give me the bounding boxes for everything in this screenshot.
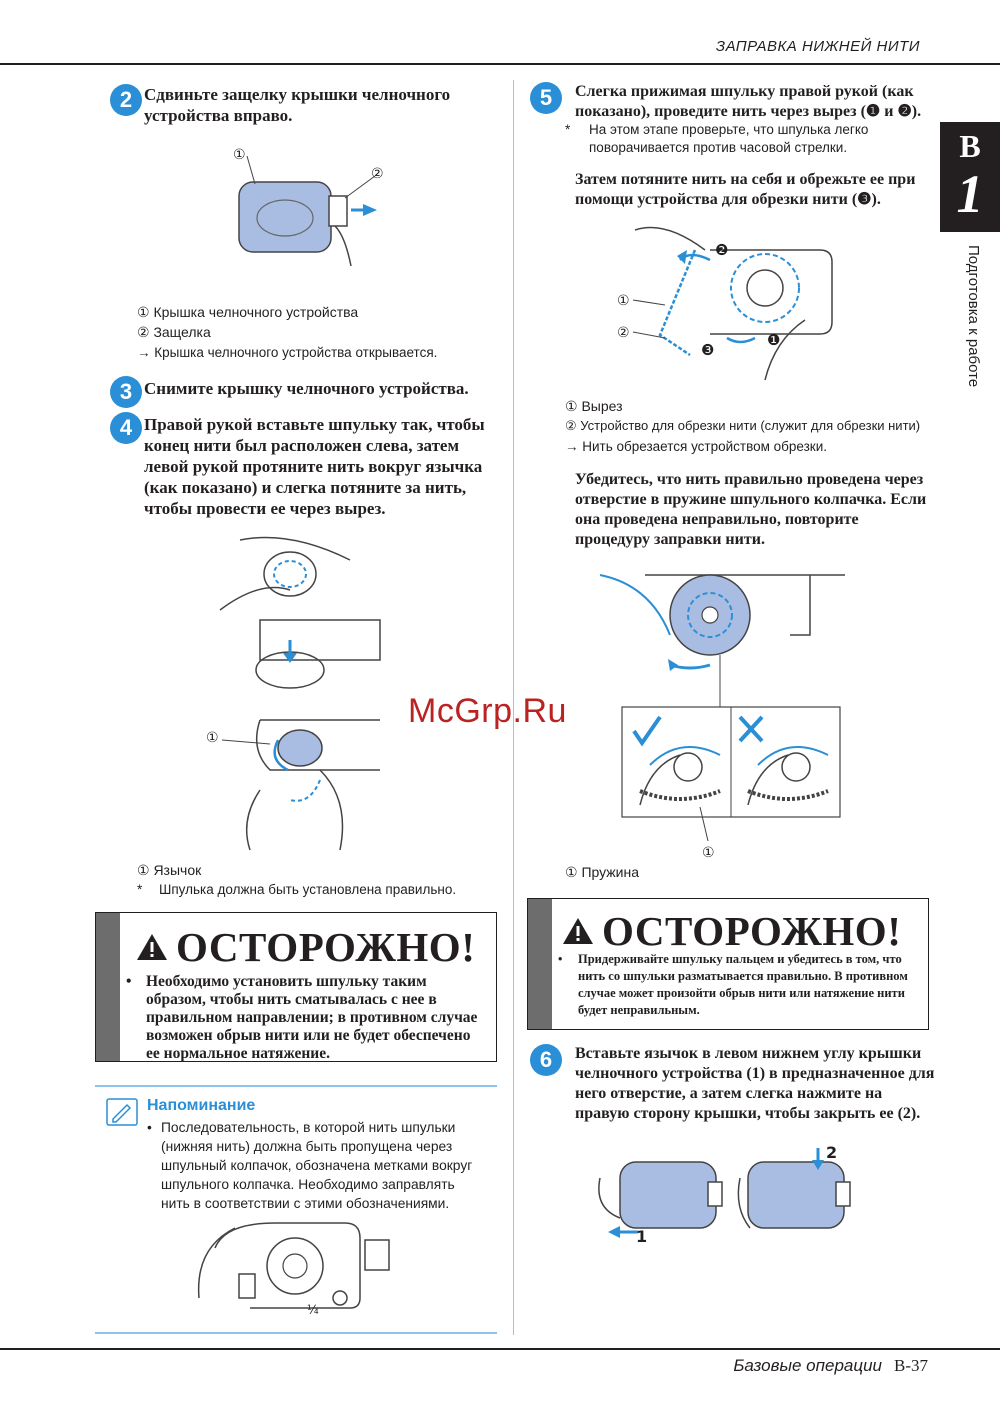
fig1-result: → Крышка челночного устройства открывается. [137,345,438,360]
footer-section: Базовые операции [733,1356,882,1375]
warning-box-1 [95,912,497,1062]
fig1-callout-2: ② [371,166,384,182]
step-2-text: Сдвиньте защелку крышки челночного устройства вправо. [144,85,451,125]
step-4-text: Правой рукой вставьте шпульку так, чтобы конец нити был расположен слева, затем левой рукой протяните нить вокруг язычка (как показано) и слегка потяните за нить, чтобы провести ее через вырез. [144,415,485,518]
step-5-cut-text: Затем потяните нить на себя и обрежьте ее при помощи устройства для обрезки нити (❸). [575,171,916,208]
fig1-legend-2: ② Защелка [137,324,211,340]
warning-text-1: Необходимо установить шпульку таким образом, чтобы нить сматывалась с нее в правильном направлении; в противном случае возможен обрыв нити или не будет обеспечено ее нормальное натяжение. [146,973,478,1062]
latch-shape [329,196,347,226]
memo-pencil-icon [106,1098,138,1126]
header-rule [0,63,1000,65]
fig2-note: * Шпулька должна быть установлена правильно. [137,882,457,897]
fig2-legend: ① Язычок [137,862,202,878]
bobbin-insertion-illustration [200,530,400,860]
warning-title-1: ОСТОРОЖНО! [176,924,476,970]
step-5-text: Слегка прижимая шпульку правой рукой (как показано), проведите нить через вырез (❶ и ❷). [575,83,922,120]
step-3-badge: 3 [110,376,142,408]
page-footer [733,1356,928,1376]
fig1-legend-1: ① Крышка челночного устройства [137,304,359,320]
cover-closing-illustration [590,1138,870,1248]
warning-header-2 [562,907,901,955]
memo-figure-mark: ¼ [307,1303,319,1317]
chapter-number: 1 [956,164,984,224]
shuttle-cover-shape [239,182,331,252]
fig3-legend-2: ② Устройство для обрезки нити (служит для обрезки нити) [565,418,921,433]
warning-bar-2 [528,899,552,1029]
running-header: ЗАПРАВКА НИЖНЕЙ НИТИ [715,38,920,55]
section-side-label: Подготовка к работе [965,245,982,388]
memo-top-rule [95,1085,497,1087]
bobbin-case-markings-illustration [185,1218,415,1323]
spring-check-illustration [590,555,850,860]
fig3-callout-2: ② [617,325,630,341]
step-2-badge: 2 [110,84,142,116]
shuttle-cover-latch-illustration [225,140,395,270]
warning-header-1 [136,923,475,971]
step-3-text: Снимите крышку челночного устройства. [144,379,469,398]
step-5-note: На этом этапе проверьте, что шпулька легко поворачивается против часовой стрелки. [589,122,869,155]
chapter-letter: B [959,128,981,164]
fig3-legend-1: ① Вырез [565,398,623,414]
thread-cutting-illustration [615,220,845,395]
warning-triangle-icon [562,916,594,946]
warning-text-2: Придерживайте шпульку пальцем и убедитесь в том, что нить со шпульки разматывается правильно. В противном случае может произойти обрыв нити или натяжение нити будет неправильным. [578,952,908,1017]
page-number: B-37 [894,1356,928,1375]
step-5-badge: 5 [530,82,562,114]
step-6-text: Вставьте язычок в левом нижнем углу крышки челночного устройства (1) в предназначенное для него отверстие, а затем слегка нажмите на правую сторону крышки, чтобы закрыть ее (2). [575,1045,935,1122]
watermark-text: McGrp.Ru [408,692,567,730]
memo-bottom-rule [95,1332,497,1334]
warning-box-2 [527,898,929,1030]
memo-title: Напоминание [147,1097,256,1114]
step-4-badge: 4 [110,412,142,444]
footer-rule [0,1348,1000,1350]
chapter-tab [940,122,1000,232]
fig3-mark-3: ❸ [701,341,715,359]
fig3-callout-1: ① [617,293,630,309]
memo-text: Последовательность, в которой нить шпульки (нижняя нить) должна быть пропущена через шпульный колпачок, обозначена метками вокруг шпульного колпачка. Необходимо заправлять нить в соответствии с этими обозначениями. [161,1120,473,1211]
fig3-result: → Нить обрезается устройством обрезки. [565,439,827,454]
warning-title-2: ОСТОРОЖНО! [602,908,902,954]
warning-triangle-icon [136,932,168,962]
fig2-callout-1: ① [206,730,219,746]
memo-text-row: • Последовательность, в которой нить шпульки (нижняя нить) должна быть пропущена через шпульный колпачок, обозначена метками вокруг шпульного колпачка. Необходимо заправлять нить в соответствии с этими обозначениями. [147,1118,487,1213]
step-5-note-row: * На этом этапе проверьте, что шпулька легко поворачивается против часовой стрелки. [565,121,920,157]
warning-text-1-row: • Необходимо установить шпульку таким образом, чтобы нить сматывалась с нее в правильном направлении; в противном случае возможен обрыв нити или не будет обеспечено ее нормальное натяжение. [126,973,486,1063]
fig4-callout-1: ① [702,845,715,860]
fig4-legend: ① Пружина [565,864,639,880]
fig1-callout-1: ① [233,147,246,163]
fig3-mark-1: ❶ [767,331,781,349]
step-6-badge: 6 [530,1044,562,1076]
fig5-label-1: 1 [636,1227,648,1246]
fig5-label-2: 2 [826,1143,838,1162]
warning-text-2-row: • Придерживайте шпульку пальцем и убедитесь в том, что нить со шпульки разматывается правильно. В противном случае может произойти обрыв нити или натяжение нити будет неправильным. [558,951,923,1019]
fig2-note-text: Шпулька должна быть установлена правильно. [159,882,457,897]
check-text: Убедитесь, что нить правильно проведена через отверстие в пружине шпульного колпачка. Если она проведена неправильно, повторите процедуру заправки нити. [575,471,927,548]
fig3-mark-2: ❷ [715,241,729,259]
warning-bar-1 [96,913,120,1061]
